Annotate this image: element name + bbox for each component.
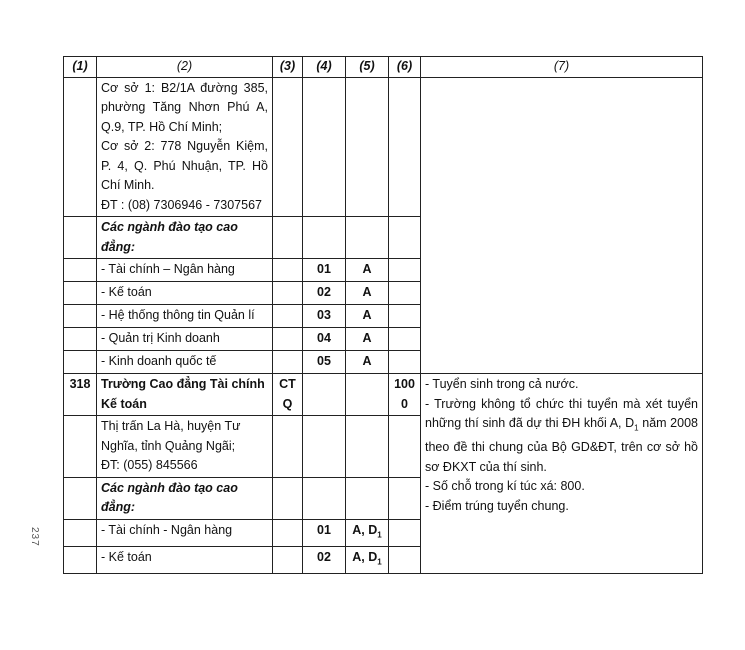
program-block: A: [346, 259, 389, 282]
school-address: Thị trấn La Hà, huyện Tư Nghĩa, tỉnh Quảng Ngãi; ĐT: (055) 845566: [97, 416, 273, 478]
school-quota: 100 0: [389, 374, 421, 416]
program-code: 01: [303, 519, 346, 546]
table-row: [64, 374, 703, 416]
program-name: - Tài chính – Ngân hàng: [97, 259, 273, 282]
program-block: A: [346, 282, 389, 305]
col-header-7: (7): [421, 57, 703, 78]
col-header-1: (1): [64, 57, 97, 78]
col-header-5: (5): [346, 57, 389, 78]
header-row: [64, 57, 703, 78]
col-header-3: (3): [273, 57, 303, 78]
program-block: A: [346, 328, 389, 351]
programs-heading: Các ngành đào tạo cao đẳng:: [97, 217, 273, 259]
program-name: - Hệ thống thông tin Quản lí: [97, 305, 273, 328]
school-number: 318: [64, 374, 97, 416]
program-block: A, $D_1$: [346, 546, 389, 573]
program-code: 03: [303, 305, 346, 328]
program-name: - Kinh doanh quốc tế: [97, 351, 273, 374]
program-block: A: [346, 351, 389, 374]
table-row: [64, 77, 703, 217]
program-block: A: [346, 305, 389, 328]
admissions-table: [63, 56, 703, 574]
school-code: CT Q: [273, 374, 303, 416]
col-header-2: (2): [97, 57, 273, 78]
school-name: Trường Cao đẳng Tài chính Kế toán: [97, 374, 273, 416]
programs-heading: Các ngành đào tạo cao đẳng:: [97, 477, 273, 519]
program-code: 05: [303, 351, 346, 374]
program-name: - Kế toán: [97, 282, 273, 305]
program-code: 02: [303, 282, 346, 305]
program-name: - Quản trị Kinh doanh: [97, 328, 273, 351]
page-number: 237: [29, 527, 40, 547]
program-block: A, $D_1$: [346, 519, 389, 546]
col-header-4: (4): [303, 57, 346, 78]
note-2: - Trường không tổ chức thi tuyển mà xét tuyển những thí sinh đã dự thi ĐH khối A, $D_1$ năm 2008 theo đề thi chung của Bộ GD&ĐT, trên cơ sở hồ sơ ĐKXT của thí sinh.: [425, 396, 698, 474]
program-code: 04: [303, 328, 346, 351]
program-code: 01: [303, 259, 346, 282]
program-name: - Tài chính - Ngân hàng: [97, 519, 273, 546]
school-address: Cơ sở 1: B2/1A đường 385, phường Tăng Nhơn Phú A, Q.9, TP. Hồ Chí Minh; Cơ sở 2: 778 Nguyễn Kiệm, P. 4, Q. Phú Nhuận, TP. Hồ Chí Minh. ĐT : (08) 7306946 - 7307567: [97, 77, 273, 217]
program-code: 02: [303, 546, 346, 573]
program-name: - Kế toán: [97, 546, 273, 573]
school-notes: - Tuyển sinh trong cả nước. - Trường không tổ chức thi tuyển mà xét tuyển những thí sinh đã dự thi ĐH khối A, $D_1$ năm 2008 theo đề thi chung của Bộ GD&ĐT, trên cơ sở hồ sơ ĐKXT của thí sinh. - Số chỗ trong kí túc xá: 800. - Điểm trúng tuyển chung.: [421, 374, 703, 574]
col-header-6: (6): [389, 57, 421, 78]
